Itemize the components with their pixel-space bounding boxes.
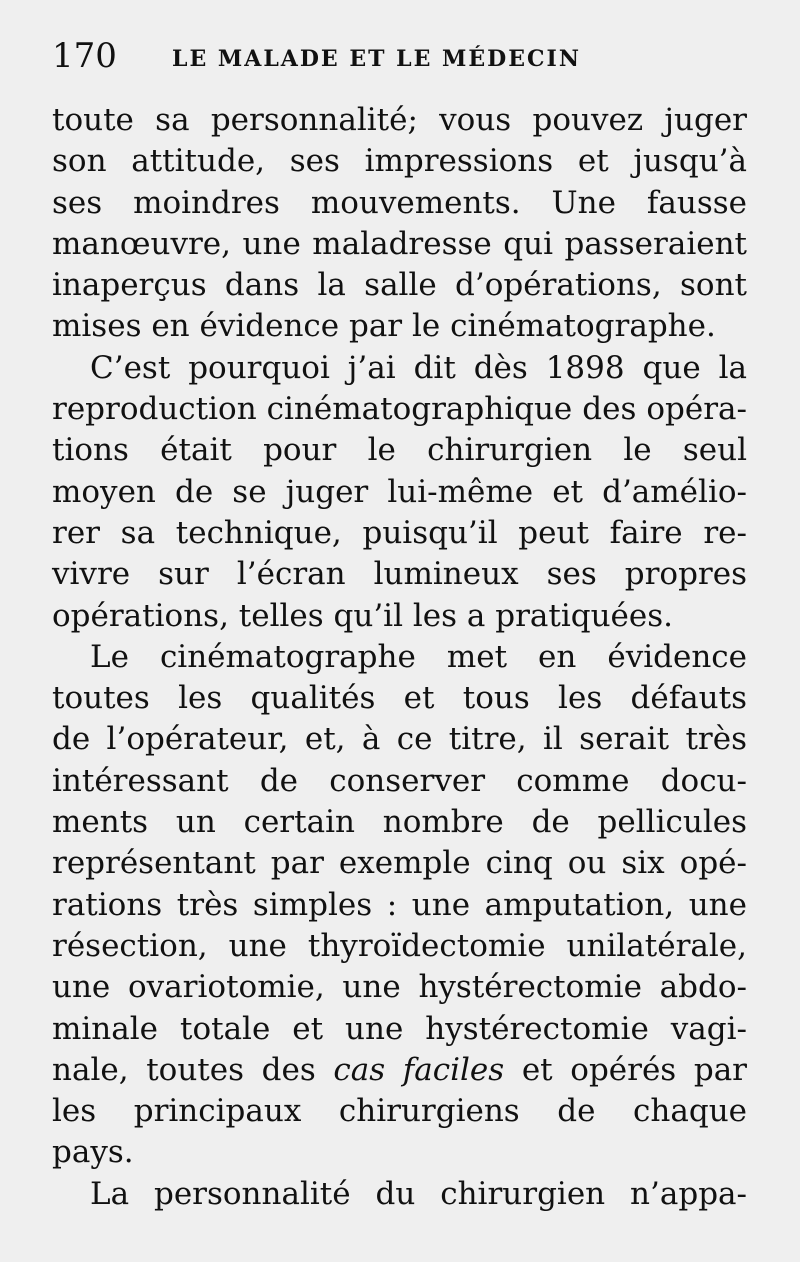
text-line: pays. <box>52 1134 134 1171</box>
text-line: inaperçus dans la salle d’opérations, sont <box>52 267 747 304</box>
text-line: vivre sur l’écran lumineux ses propres <box>52 556 747 593</box>
text-line: représentant par exemple cinq ou six opé- <box>52 845 747 882</box>
text-line: ses moindres mouvements. Une fausse <box>52 184 747 221</box>
paragraph-start-line: C’est pourquoi j’ai dit dès 1898 que la <box>90 349 747 386</box>
text-line-with-italic <box>52 1050 747 1091</box>
text-line: opérations, telles qu’il les a pratiquées. <box>52 597 673 634</box>
text-line: mises en évidence par le cinématographe. <box>52 308 716 345</box>
text-line: minale totale et une hystérectomie vagi- <box>52 1010 747 1047</box>
paragraph-start-line: Le cinématographe met en évidence <box>90 638 747 675</box>
text-segment: nale, toutes des <box>52 1051 334 1088</box>
text-line: de l’opérateur, et, à ce titre, il serait très <box>52 721 747 758</box>
body-text <box>52 100 747 1215</box>
italic-phrase: cas faciles <box>333 1051 505 1088</box>
text-line: son attitude, ses impressions et jusqu’à <box>52 143 747 180</box>
text-segment: et opérés par <box>504 1051 747 1088</box>
text-line: ments un certain nombre de pellicules <box>52 804 747 841</box>
text-line: rations très simples : une amputation, une <box>52 886 747 923</box>
text-line: toutes les qualités et tous les défauts <box>52 680 747 717</box>
page-number: 170 <box>52 36 117 76</box>
text-line: moyen de se juger lui-même et d’amélio- <box>52 473 747 510</box>
text-line: résection, une thyroïdectomie unilatérale, <box>52 927 747 964</box>
text-line: reproduction cinématographique des opéra- <box>52 391 747 428</box>
text-line: une ovariotomie, une hystérectomie abdo- <box>52 969 747 1006</box>
text-line: intéressant de conserver comme docu- <box>52 762 747 799</box>
page-header <box>52 30 752 80</box>
text-line: manœuvre, une maladresse qui passeraient <box>52 225 747 262</box>
text-line: tions était pour le chirurgien le seul <box>52 432 747 469</box>
running-title: LE MALADE ET LE MÉDECIN <box>172 46 581 72</box>
text-line: les principaux chirurgiens de chaque <box>52 1093 747 1130</box>
text-line: rer sa technique, puisqu’il peut faire re- <box>52 514 747 551</box>
paragraph-start-line: La personnalité du chirurgien n’appa- <box>90 1175 747 1212</box>
text-line: toute sa personnalité; vous pouvez juger <box>52 102 747 138</box>
